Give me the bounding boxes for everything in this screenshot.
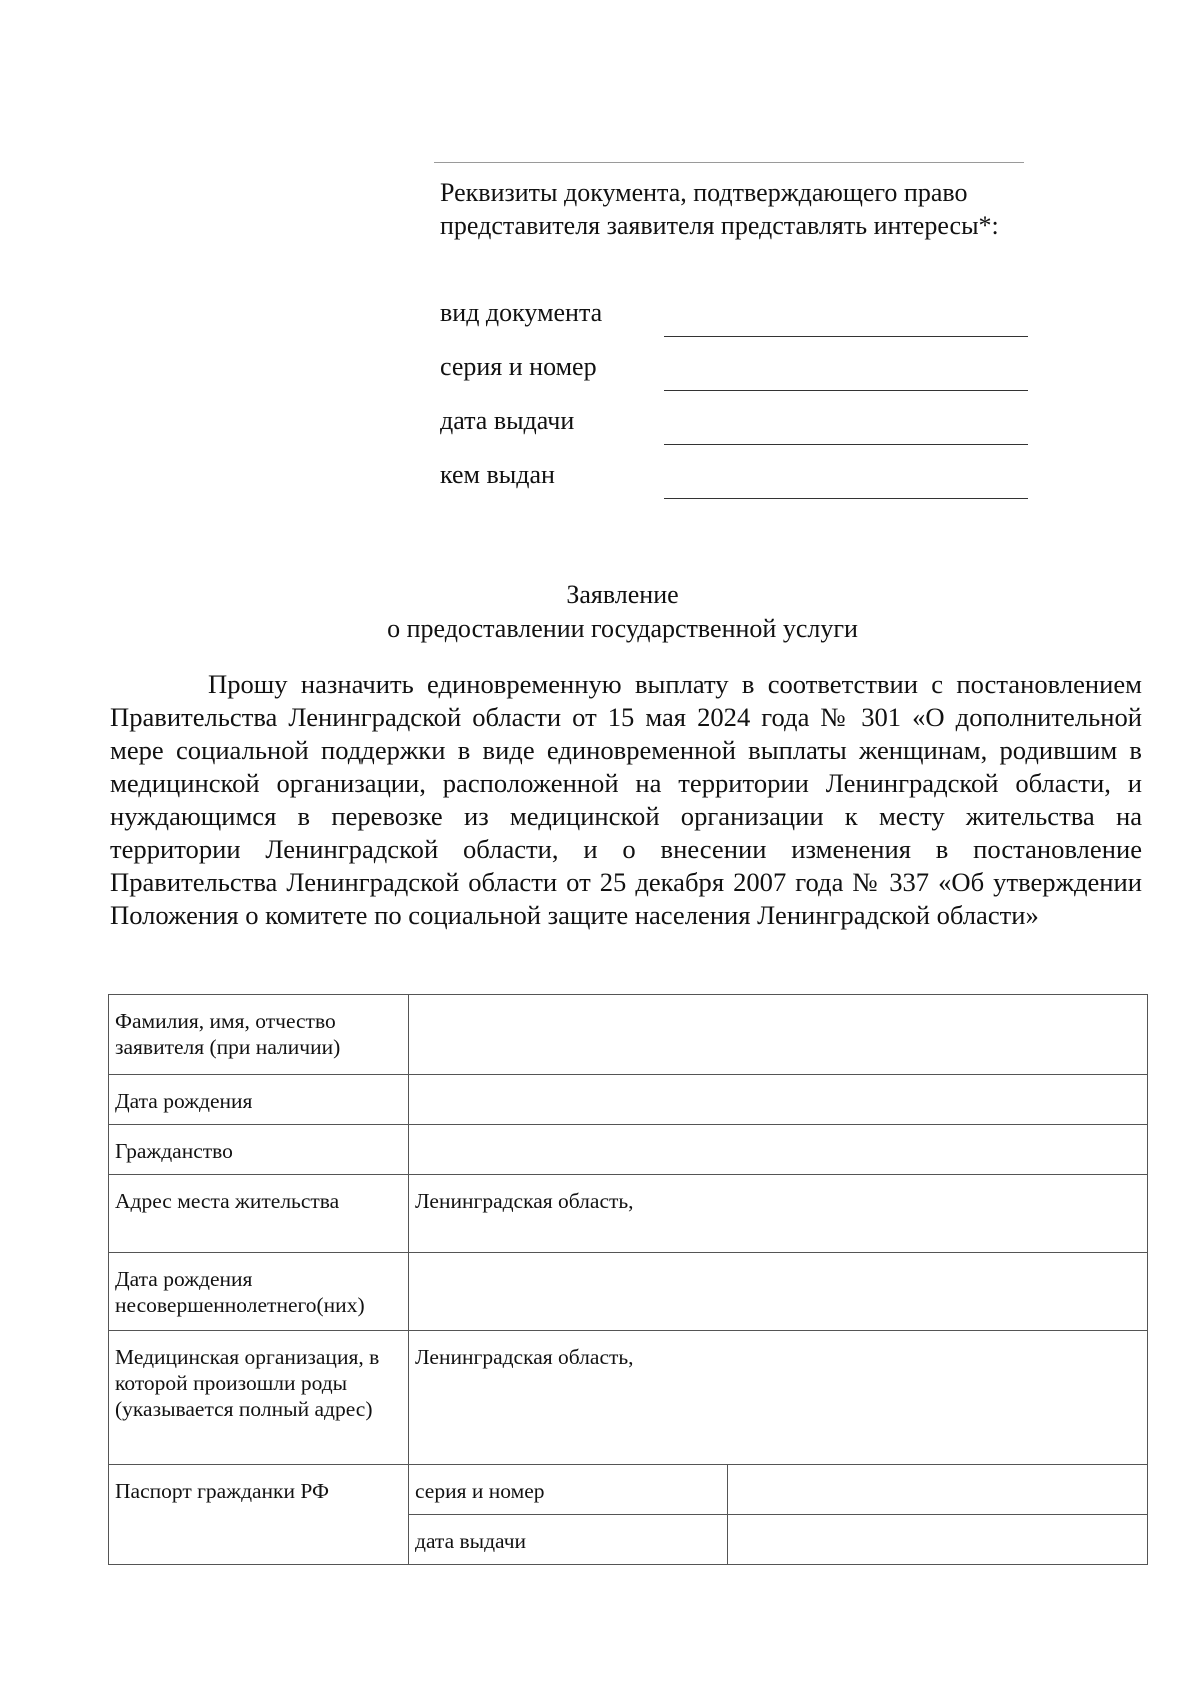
requisites-fill-line[interactable] (664, 390, 1028, 391)
requisites-fill-line[interactable] (664, 498, 1028, 499)
requisites-label: кем выдан (440, 460, 555, 489)
table-row (109, 1331, 1148, 1465)
request-paragraph: Прошу назначить единовременную выплату в соответствии с постановлением Правительства Ленинградской области от 15 мая 2024 года № 301 «О дополнительной мере социальной поддержки в виде единовременной выплаты женщинам, родившим в медицинской организации, расположенной на территории Ленинградской области, и нуждающимся в перевозке из медицинской организации к месту жительства на территории Ленинградской области, и о внесении изменения в постановление Правительства Ленинградской области от 25 декабря 2007 года № 337 «Об утверждении Положения о комитете по социальной защите населения Ленинградской области» (110, 669, 1142, 930)
table-row (109, 1075, 1148, 1125)
requisites-label: вид документа (440, 298, 603, 327)
table-row (109, 1125, 1148, 1175)
requisites-fill-line[interactable] (664, 444, 1028, 445)
applicant-form-table (108, 994, 1148, 1565)
table-row (109, 1253, 1148, 1331)
field-label: Медицинская организация, в которой произошли роды (указывается полный адрес) (109, 1331, 409, 1465)
passport-series-value[interactable] (728, 1465, 1148, 1515)
field-label: Гражданство (109, 1125, 409, 1175)
field-value[interactable]: Ленинградская область, (409, 1175, 1148, 1253)
requisites-row-issue-date (440, 406, 1030, 446)
passport-date-label: дата выдачи (409, 1515, 728, 1565)
field-label: Адрес места жительства (109, 1175, 409, 1253)
requisites-label: дата выдачи (440, 406, 575, 435)
requisites-row-issued-by (440, 460, 1030, 500)
requisites-heading: Реквизиты документа, подтверждающего право представителя заявителя представлять интересы*: (440, 178, 999, 240)
table-row (109, 995, 1148, 1075)
passport-series-label: серия и номер (409, 1465, 728, 1515)
field-value[interactable]: Ленинградская область, (409, 1331, 1148, 1465)
table-row (109, 1175, 1148, 1253)
requisites-label: серия и номер (440, 352, 597, 381)
requisites-fill-line[interactable] (664, 336, 1028, 337)
passport-date-value[interactable] (728, 1515, 1148, 1565)
field-value[interactable] (409, 1075, 1148, 1125)
document-title: Заявление (566, 580, 679, 609)
field-label: Фамилия, имя, отчество заявителя (при наличии) (109, 995, 409, 1075)
document-subtitle: о предоставлении государственной услуги (387, 614, 858, 643)
field-value[interactable] (409, 1125, 1148, 1175)
field-label: Дата рождения (109, 1075, 409, 1125)
passport-label: Паспорт гражданки РФ (109, 1465, 409, 1565)
field-label: Дата рождения несовершеннолетнего(них) (109, 1253, 409, 1331)
field-value[interactable] (409, 1253, 1148, 1331)
top-divider (434, 162, 1024, 163)
field-value[interactable] (409, 995, 1148, 1075)
table-row (109, 1465, 1148, 1515)
requisites-row-doc-type (440, 298, 1030, 338)
requisites-row-series (440, 352, 1030, 392)
